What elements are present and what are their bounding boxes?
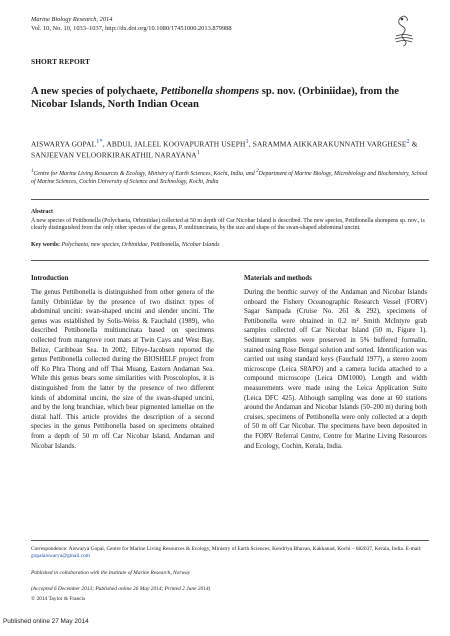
- affil-2-text: Department of Marine Biology, Microbiology and Biochemistry, School of Marine Sciences, Cochin University of Science and Technology, Kochi, India: [31, 170, 428, 185]
- introduction-section: [31, 274, 214, 451]
- introduction-heading: Introduction: [31, 275, 69, 282]
- author-4-sup: 1: [196, 150, 201, 157]
- abstract-heading: Abstract: [31, 209, 53, 215]
- title-part-2: sp. nov. (Orbiniidae), from the Nicobar Islands, North Indian Ocean: [31, 86, 399, 110]
- author-2-sup: 1: [245, 139, 249, 145]
- methods-heading: Materials and methods: [244, 275, 312, 282]
- title-part-1: A new species of polychaete,: [31, 86, 161, 97]
- published-online-stamp: Published online 27 May 2014: [3, 618, 89, 625]
- keywords-italic: Polychaeta, new species, Orbiniidae,: [61, 242, 150, 248]
- journal-name: Marine Biology Research, 2014: [31, 16, 113, 23]
- collaboration-note: Published in collaboration with the Institute of Marine Research, Norway: [31, 570, 191, 576]
- author-3: SARAMMA AIKKARAKUNNATH VARGHESE: [252, 139, 407, 149]
- copyright: © 2014 Taylor & Francis: [31, 596, 86, 602]
- title-species: Pettibonella shompens: [160, 86, 260, 97]
- methods-text: During the benthic survey of the Andaman and Nicobar Islands onboard the Fishery Oceanographic Research Vessel (FORV) Sagar Sampada (Cruise No. 261 & 292), specimens of Pettibonella were obtained in 0.2 m² Smith McIntyre grab samples collected off Car Nicobar Island (50 m, Figure 1). Sediment samples were preserved in 5% buffered formalin, stained using Rose Bengal solution and sorted. Identification was carried out using standard keys (Fauchald 1977), a stereo zoom microscope (Leica S8APO) and a camera lucida attached to a compound microscope (Leica DM1000). Length and width measurements were made using the Leica Application Suite (Leica DFC 425). Although sampling was done at 60 stations around the Andaman and Nicobar Islands (50–200 m) during both cruises, specimens of Pettibonella were only collected at a depth of 50 m off Car Nicobar. The specimens have been deposited in the FORV Referral Centre, Centre for Marine Living Resources and Ecology, Cochin, Kerala, India.: [244, 289, 427, 450]
- article-type: SHORT REPORT: [31, 57, 91, 66]
- affil-1-text: Centre for Marine Living Resources & Ecology, Ministry of Earth Sciences, Kochi, India, and: [33, 170, 257, 177]
- divider-footer: [31, 540, 429, 541]
- affiliations: [31, 168, 431, 186]
- author-4: SANJEEVAN VELOORKIRAKATHIL NARAYANA: [31, 150, 197, 160]
- article-title: [31, 85, 431, 111]
- affil-2-sup: 2: [256, 169, 259, 174]
- abstract-text: A new species of Pettibonella (Polychaeta, Orbiniidae) collected at 50 m depth off Car Nicobar Island is described. The new species, Pettibonella shompens sp. nov., is clearly distinguished from the only other species of the genus, P. multiuncinata, by the size and shape of the swan-shaped abdominal uncini.: [31, 218, 425, 232]
- journal-volume-doi: Vol. 10, No. 10, 1033–1037, http://dx.doi.org/10.1080/17451000.2013.879988: [31, 24, 232, 32]
- keywords-plain: Pettibonella,: [149, 242, 181, 248]
- author-1: AISWARYA GOPAL: [31, 139, 97, 149]
- correspondence-text: Correspondence: Aiswarya Gopal, Centre for Marine Living Resources & Ecology, Ministry of Earth Sciences, Kendriya Bhavan, Kakkanad, Kochi – 682037, Kerala, India. E-mail:: [31, 546, 422, 552]
- affil-1-sup: 1: [31, 169, 34, 174]
- author-1-sup: 1*: [96, 139, 103, 145]
- methods-section: [244, 274, 427, 451]
- introduction-text: The genus Pettibonella is distinguished from other genera of the family Orbiniidae by the presence of two distinct types of abdominal uncini: swan-shaped uncini and slender uncini. The genus was established by Solis-Weiss & Fauchald (1989), who described Pettibonella multiuncinata based on specimens collected from mangrove root mats at Twin Cays and West Bay, Belize, Caribbean Sea. In 2002, Eibye-Jacobsen reported the genus Pettibonella collected during the BIOSHELF project from off Ko Phra Thong and off Thai Muang, Eastern Andaman Sea. While this genus bears some similarities with Proscoloplos, it is distinguished from the latter by the presence of two different kinds of abdominal uncini, the size of the swan-shaped uncini, and by the long branchiae, which bear pigmented lamellae on the distal half. This article provides the description of a second species in the genus Pettibonella based on specimens obtained from a depth of 50 m off Car Nicobar Island, Andaman and Nicobar Islands.: [31, 289, 214, 450]
- keywords-italic-2: Nicobar Islands: [180, 242, 220, 248]
- author-2: ABDUL JALEEL KOOVAPURATH USEPH: [106, 139, 246, 149]
- author-3-sup: 2: [406, 139, 410, 145]
- keywords-label: Key words:: [31, 242, 60, 248]
- divider-abstract: [31, 260, 429, 261]
- correspondence-email[interactable]: gopalaiswarya@gmail.com: [31, 553, 91, 560]
- author-list: AISWARYA $GOPAL^{1*}$, ABDUL JALEEL KOOVAPURATH USEPH$^1$, SARAMMA AIKKARAKUNNATH VARGHESE$^2$ & SANJEEVAN VELOORKIRAKATHIL NARAYANA$^1$: [31, 139, 418, 160]
- keywords: [31, 242, 429, 249]
- publication-dates: (Accepted 6 December 2013; Published online 26 May 2014; Printed 2 June 2014): [31, 586, 211, 592]
- correspondence: [31, 546, 429, 560]
- journal-header: [31, 16, 232, 33]
- divider-top: [31, 199, 429, 200]
- seahorse-crest-logo-icon: [393, 14, 415, 48]
